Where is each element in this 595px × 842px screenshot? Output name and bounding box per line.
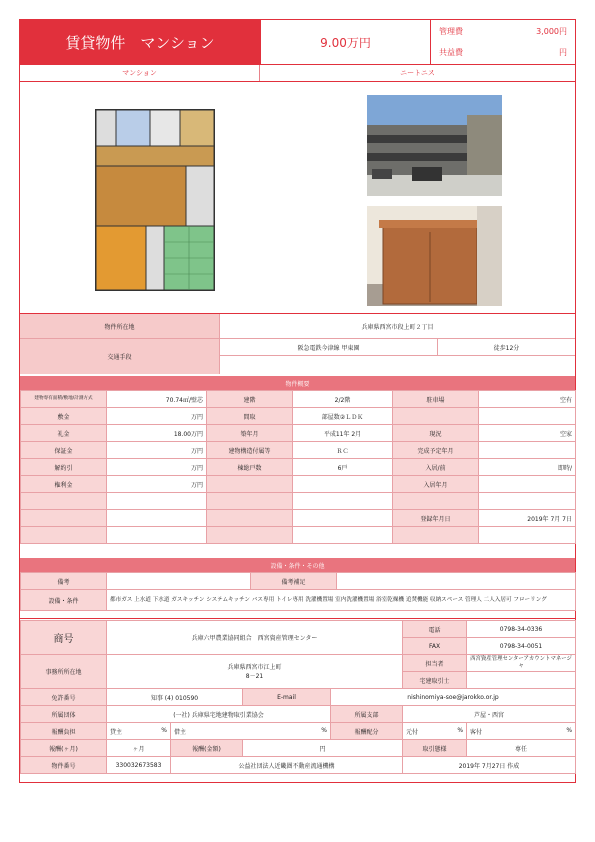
overview-band [20,376,575,390]
overview-value: 即時/ [479,459,576,476]
fee-lessor-text: 貸主 [110,728,123,736]
overview-label: 現況 [393,425,479,442]
flyer-sheet [19,19,576,783]
association-value: (一社) 兵庫県宅地建物取引業協会 [107,706,331,723]
overview-row [21,510,576,527]
overview-row [21,493,576,510]
fee-lessee-pct: % [321,726,327,734]
office-address-line2: 8－21 [245,672,264,680]
overview-value: 部屋数②ＬＤＫ [293,408,393,425]
overview-label: 棟総戸数 [207,459,293,476]
overview-value: 18.00万円 [107,425,207,442]
overview-row [21,425,576,442]
overview-value [293,510,393,527]
property-number-label: 物件番号 [21,757,107,774]
property-type-text: マンション [122,69,157,77]
broker-value [467,672,576,689]
overview-value: 万円 [107,408,207,425]
overview-value: ＲＣ [293,442,393,459]
location-value [220,314,575,338]
overview-value: 空家 [479,425,576,442]
company-table [20,620,576,774]
overview-table [20,390,576,544]
overview-label [21,510,107,527]
staff-value: 西宮資産管理センターアカウントマネージャ [467,655,576,672]
transport-line [220,338,438,356]
overview-value: 空有 [479,391,576,408]
overview-label: 建物専有面積/敷地/計測方式 [21,391,107,408]
building-name [260,65,575,81]
fax-label: FAX [403,638,467,655]
fee-burden-label: 報酬負担 [21,723,107,740]
exterior-photo [367,95,502,196]
fee-agent-text: 客付 [470,728,483,736]
fee-lessor [107,723,171,740]
remarks-supplement-label: 備考補足 [251,573,337,590]
overview-value [107,510,207,527]
overview-row [21,527,576,544]
office-address-label: 事務所所在地 [21,655,107,689]
overview-value: 万円 [107,476,207,493]
remarks-label: 備考 [21,573,107,590]
overview-label: 礼金 [21,425,107,442]
created-date: 2019年 7月27日 作成 [403,757,576,774]
overview-value [293,527,393,544]
overview-value: 万円 [107,442,207,459]
property-type [20,65,260,81]
deal-type-value: 専任 [467,740,576,757]
overview-row [21,476,576,493]
email-label: E-mail [243,689,331,706]
fee-months-value: ヶ月 [107,740,171,757]
fee-lessee [171,723,331,740]
rent-price: 9.00万円 [320,35,371,50]
common-fee-value: 円 [559,48,567,57]
fee-origin [403,723,467,740]
tel-label: 電話 [403,621,467,638]
equipment-label: 設備・条件 [21,590,107,611]
deal-type-label: 取引態様 [403,740,467,757]
overview-value: 70.74㎡/壁芯 [107,391,207,408]
overview-value [479,476,576,493]
title-banner [20,20,260,64]
overview-label [21,527,107,544]
floor-plan-image [82,106,232,306]
building-name-text: ニートニス [400,69,435,77]
fee-agent [467,723,576,740]
overview-label [207,510,293,527]
overview-row [21,442,576,459]
transport-label-text: 交通手段 [107,354,132,361]
overview-value: 2019年 7月 7日 [479,510,576,527]
management-fee-value: 3,000円 [536,27,567,36]
license-label: 免許番号 [21,689,107,706]
organization-name: 公益社団法人近畿圏不動産流通機構 [171,757,403,774]
conditions-band [20,558,575,572]
staff-label: 担当者 [403,655,467,672]
location-value-text: 兵庫県西宮市段上町２丁目 [361,323,434,331]
conditions-title: 設備・条件・その他 [270,562,325,570]
overview-title: 物件概要 [285,380,310,388]
transport-walk [438,338,575,356]
trade-name-value: 兵庫六甲農業協同組合 西宮資産管理センター [107,621,403,655]
overview-value [293,493,393,510]
overview-label: 入居年月 [393,476,479,493]
overview-label: 建物構造付属等 [207,442,293,459]
association-label: 所属団体 [21,706,107,723]
overview-label [207,527,293,544]
overview-value [479,527,576,544]
office-address-value [107,655,403,689]
overview-label: 完成予定年月 [393,442,479,459]
overview-label: 駐車場 [393,391,479,408]
transport-walk-text: 徒歩12分 [493,344,520,352]
broker-label: 宅建取引士 [403,672,467,689]
overview-value: 万円 [107,459,207,476]
flyer-title: 賃貸物件 マンション [65,33,215,52]
overview-value: 平成11年 2月 [293,425,393,442]
fee-lessor-pct: % [161,726,167,734]
license-value: 知事 (4) 010590 [107,689,243,706]
overview-label [393,408,479,425]
office-address-line1: 兵庫県西宮市江上町 [227,663,282,671]
overview-row [21,459,576,476]
fee-amount-value: 円 [243,740,403,757]
transport-label [20,338,220,374]
fee-amount-label: 報酬(金額) [171,740,243,757]
fee-origin-pct: % [457,726,464,734]
overview-label [207,476,293,493]
conditions-table [20,572,576,611]
overview-label: 間取 [207,408,293,425]
overview-value [107,527,207,544]
overview-row [21,408,576,425]
location-label [20,314,220,338]
overview-label: 入居/前 [393,459,479,476]
fee-lessee-text: 借主 [174,728,187,736]
overview-value: 2/2階 [293,391,393,408]
overview-label: 保証金 [21,442,107,459]
interior-photo [367,206,502,306]
overview-label [393,493,479,510]
overview-label: 登録年月日 [393,510,479,527]
management-fee-label: 管理費 [439,27,463,36]
overview-value [293,476,393,493]
branch-label: 所属支部 [331,706,403,723]
common-fee-label: 共益費 [439,48,463,57]
overview-value [479,493,576,510]
overview-value: 6戸 [293,459,393,476]
location-label-text: 物件所在地 [104,323,135,331]
overview-row [21,391,576,408]
overview-label: 築年月 [207,425,293,442]
remarks-supplement-value [337,573,576,590]
price-box [260,20,430,64]
fee-distribution-label: 報酬配分 [331,723,403,740]
email-value: nishinomiya-soe@jarokko.or.jp [331,689,576,706]
overview-label [21,493,107,510]
overview-label: 敷金 [21,408,107,425]
overview-label [393,527,479,544]
overview-value [479,442,576,459]
transport-line-text: 阪急電鉄今津線 甲東園 [297,344,360,352]
overview-value [479,408,576,425]
fax-value: 0798-34-0051 [467,638,576,655]
equipment-text: 都市ガス 上水道 下水道 ガスキッチン システムキッチン バス専用 トイレ専用 洗濯機置場 室内洗濯機置場 浴室乾燥機 追焚機能 収納スペース 管理人 二人入居可 フローリング [107,590,576,611]
overview-label: 解約引 [21,459,107,476]
remarks-value [107,573,251,590]
trade-name-label: 商号 [21,621,107,655]
branch-value: 芦屋・西宮 [403,706,576,723]
fee-origin-text: 元付 [406,728,419,736]
fee-months-label: 報酬(ヶ月) [21,740,107,757]
fee-agent-pct: % [566,726,573,734]
tel-value: 0798-34-0336 [467,621,576,638]
fee-box [430,20,575,64]
overview-label: 権利金 [21,476,107,493]
property-number-value: 330032673583 [107,757,171,774]
overview-label [207,493,293,510]
overview-label: 建階 [207,391,293,408]
overview-value [107,493,207,510]
